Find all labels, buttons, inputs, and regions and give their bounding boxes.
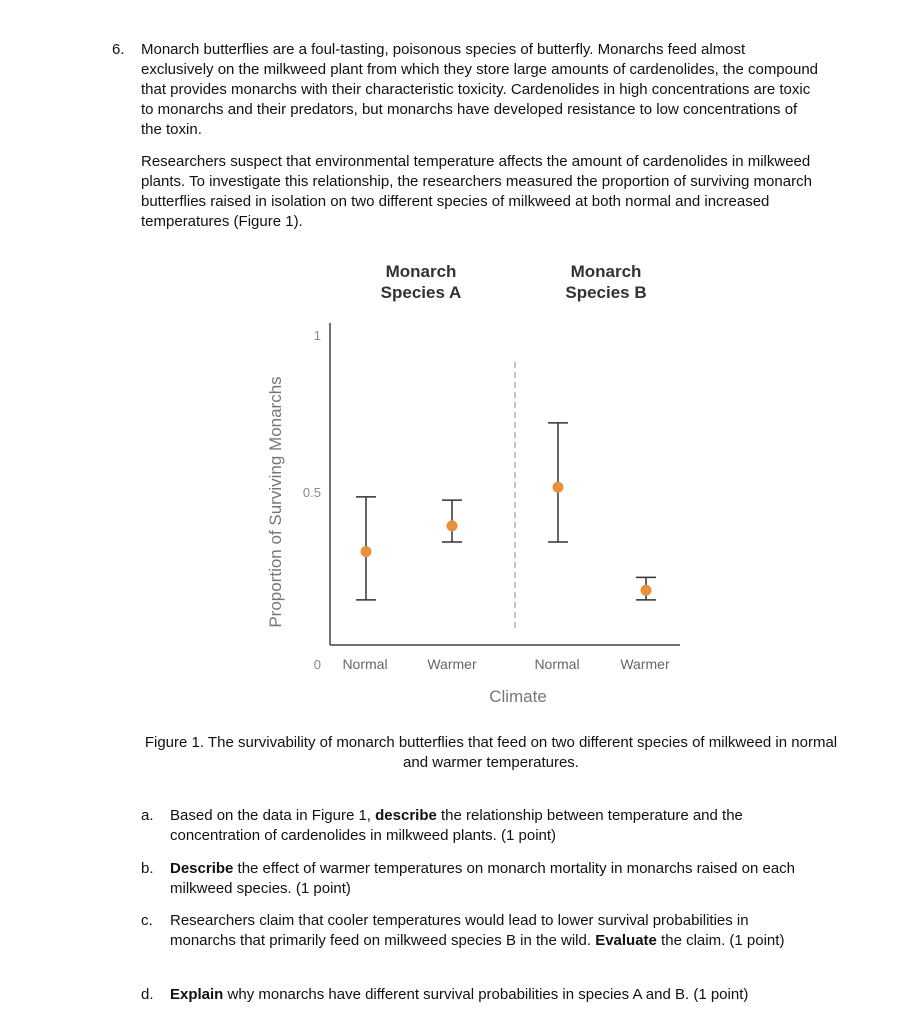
- subquestion-keyword: Describe: [170, 860, 234, 877]
- subquestion-c: [141, 911, 811, 951]
- y-tick-label-1: 1: [313, 328, 321, 343]
- figure-caption: Figure 1. The survivability of monarch butterflies that feed on two different species of milkweed in normal and warmer temperatures.: [144, 734, 838, 771]
- y-axis-title: Proportion of Surviving Monarchs: [266, 376, 285, 628]
- x-label-a-normal: Normal: [342, 656, 388, 672]
- subquestion-letter: b.: [141, 860, 154, 877]
- x-axis-title: Climate: [489, 687, 547, 706]
- x-label-a-warmer: Warmer: [427, 656, 477, 672]
- group-label-b-line1: Monarch: [570, 262, 642, 281]
- subquestion-keyword: describe: [375, 807, 437, 824]
- subquestion-text: the relationship between temperature and the concentration of cardenolides in milkweed plants. (1 point): [170, 807, 743, 844]
- subquestion-text: the claim. (1 point): [656, 932, 785, 949]
- data-point: [447, 520, 458, 531]
- data-point: [553, 482, 564, 493]
- subquestion-text: the effect of warmer temperatures on monarch mortality in monarchs raised on each milkweed species. (1 point): [170, 860, 796, 897]
- subquestion-d: [141, 985, 811, 1005]
- subquestion-text: Based on the data in Figure 1,: [170, 807, 376, 824]
- group-label-b-line2: Species B: [565, 283, 647, 302]
- survival-chart: [0, 250, 920, 720]
- subquestion-keyword: Explain: [170, 986, 224, 1003]
- question-number: 6.: [112, 41, 125, 58]
- y-tick-label-0: 0: [313, 657, 321, 672]
- subquestion-text: why monarchs have different survival probabilities in species A and B. (1 point): [223, 986, 749, 1003]
- method-paragraph: Researchers suspect that environmental temperature affects the amount of cardenolides in milkweed plants. To investigate this relationship, the researchers measured the proportion of surviving monarch butterflies raised in isolation on two different species of milkweed at both normal and increased temperatures (Figure 1).: [141, 153, 812, 230]
- intro-paragraph: Monarch butterflies are a foul-tasting, poisonous species of butterfly. Monarchs feed almost exclusively on the milkweed plant from which they store large amounts of cardenolides, the compound that provides monarchs with their characteristic toxicity. Cardenolides in high concentrations are toxic to monarchs and their predators, but monarchs have developed resistance to low concentrations of the toxin.: [141, 41, 819, 138]
- subquestion-letter: a.: [141, 807, 154, 824]
- group-label-a-line1: Monarch: [385, 262, 457, 281]
- subquestion-letter: c.: [141, 912, 153, 929]
- y-tick-label-05: 0.5: [302, 485, 321, 500]
- x-label-b-normal: Normal: [534, 656, 580, 672]
- subquestion-letter: d.: [141, 986, 154, 1003]
- subquestion-a: [141, 806, 811, 846]
- group-label-a-line2: Species A: [380, 283, 462, 302]
- subquestion-b: [141, 859, 811, 899]
- x-label-b-warmer: Warmer: [620, 656, 670, 672]
- subquestion-keyword: Evaluate: [595, 932, 657, 949]
- chart-marks: [356, 423, 656, 600]
- subquestion-text: Researchers claim that cooler temperatures would lead to lower survival probabilities in monarchs that primarily feed on milkweed species B in the wild.: [170, 912, 749, 949]
- data-point: [641, 585, 652, 596]
- data-point: [361, 546, 372, 557]
